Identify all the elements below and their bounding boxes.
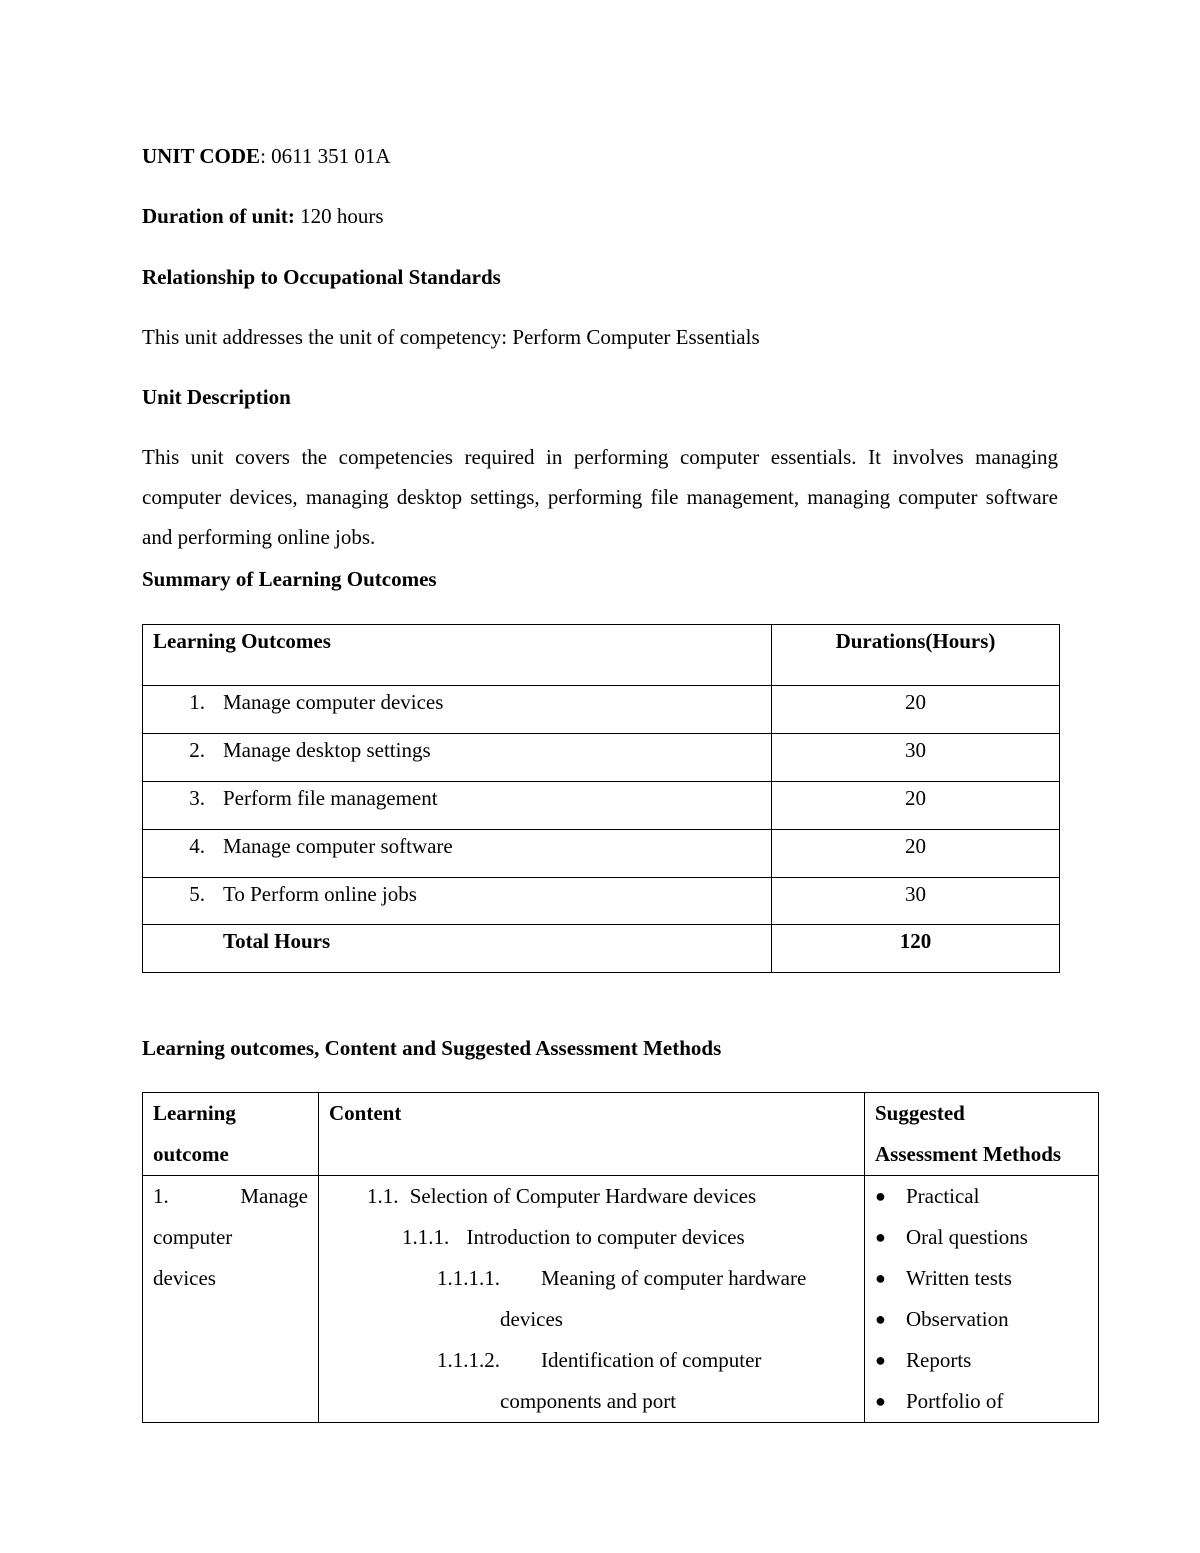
table-row [143,1176,1099,1423]
outcome-number: 5. [189,882,205,906]
content-number: 1.1.1.2. [437,1348,500,1372]
total-hours-label: Total Hours [143,925,772,973]
content-cell [319,1176,865,1423]
header-methods-line1: Suggested [875,1101,965,1125]
content-item [329,1217,854,1258]
content-number: 1.1.1. [402,1225,450,1249]
outcome-text: Manage desktop settings [223,738,431,762]
total-hours-value: 120 [772,925,1060,973]
content-continuation: components and port [500,1389,677,1413]
header-methods-line2: Assessment Methods [875,1142,1062,1166]
bullet-icon: ● [875,1186,886,1206]
unit-code-value: : 0611 351 01A [260,144,391,168]
outcome-line: devices [153,1266,216,1290]
header-learning-outcome-line1: Learning [153,1101,236,1125]
bullet-icon: ● [875,1391,886,1411]
outcome-number: 4. [189,834,205,858]
outcome-cell [143,1176,319,1423]
assessment-heading: Learning outcomes, Content and Suggested Assessment Methods [142,1036,722,1060]
outcome-cell [143,830,772,878]
content-text: Identification of computer [541,1348,762,1372]
hours-cell: 30 [772,878,1060,925]
hours-cell: 20 [772,782,1060,830]
list-item [875,1176,1088,1217]
outcome-text: To Perform online jobs [223,882,417,906]
header-learning-outcome-line2: outcome [153,1142,229,1166]
bullet-icon: ● [875,1227,886,1247]
duration-value: 120 hours [294,204,384,228]
table-row [143,830,1060,878]
unit-description-heading: Unit Description [142,385,291,409]
list-item [875,1217,1088,1258]
outcome-line: computer [153,1225,233,1249]
relationship-text: This unit addresses the unit of competency: Perform Computer Essentials [142,325,760,349]
content-item [329,1340,854,1381]
header-learning-outcome [143,1093,319,1176]
bullet-icon: ● [875,1309,886,1329]
table-row [143,878,1060,925]
outcome-text: Manage computer software [223,834,453,858]
table-row [143,686,1060,734]
outcome-number: 2. [189,738,205,762]
outcome-cell [143,878,772,925]
content-item [329,1176,854,1217]
outcome-cell [143,734,772,782]
list-item [875,1340,1088,1381]
header-content: Content [319,1093,865,1176]
table-row [143,734,1060,782]
summary-heading: Summary of Learning Outcomes [142,567,437,591]
summary-header-durations: Durations(Hours) [772,625,1060,686]
method-text: Observation [906,1307,1009,1331]
list-item [875,1381,1088,1422]
outcome-first-line [153,1176,308,1217]
list-item [875,1258,1088,1299]
method-text: Written tests [906,1266,1012,1290]
bullet-icon: ● [875,1268,886,1288]
outcome-number: 1. [153,1184,169,1208]
unit-code-label: UNIT CODE [142,144,261,168]
assessment-header-row [143,1093,1099,1176]
method-text: Oral questions [906,1225,1028,1249]
summary-total-row [143,925,1060,973]
methods-cell [865,1176,1099,1423]
outcome-number: 3. [189,786,205,810]
content-text: Meaning of computer hardware [541,1266,807,1290]
content-item [329,1258,854,1299]
outcome-text: Perform file management [223,786,438,810]
duration-label: Duration of unit: [142,204,295,228]
hours-cell: 30 [772,734,1060,782]
outcome-word: Manage [240,1184,308,1208]
list-item [875,1299,1088,1340]
content-text: Introduction to computer devices [466,1225,745,1249]
summary-table [142,624,1060,973]
unit-description-text: This unit covers the competencies required in performing computer essentials. It involves managing computer devices, managing desktop settings, performing file management, managing computer software and performing online jobs. [142,445,1058,549]
outcome-cell [143,686,772,734]
outcome-text: Manage computer devices [223,690,444,714]
summary-header-row [143,625,1060,686]
content-number: 1.1.1.1. [437,1266,500,1290]
method-text: Portfolio of [906,1389,1004,1413]
bullet-icon: ● [875,1350,886,1370]
relationship-heading: Relationship to Occupational Standards [142,265,501,289]
table-row [143,782,1060,830]
method-text: Reports [906,1348,972,1372]
content-number: 1.1. [367,1184,399,1208]
assessment-table [142,1092,1099,1423]
method-text: Practical [906,1184,980,1208]
hours-cell: 20 [772,830,1060,878]
header-assessment-methods [865,1093,1099,1176]
unit-code-line [142,144,391,169]
outcome-cell [143,782,772,830]
hours-cell: 20 [772,686,1060,734]
duration-line [142,204,384,229]
summary-header-outcomes: Learning Outcomes [143,625,772,686]
content-text: Selection of Computer Hardware devices [409,1184,757,1208]
methods-list [875,1176,1088,1422]
outcome-number: 1. [189,690,205,714]
content-continuation: devices [500,1307,563,1331]
